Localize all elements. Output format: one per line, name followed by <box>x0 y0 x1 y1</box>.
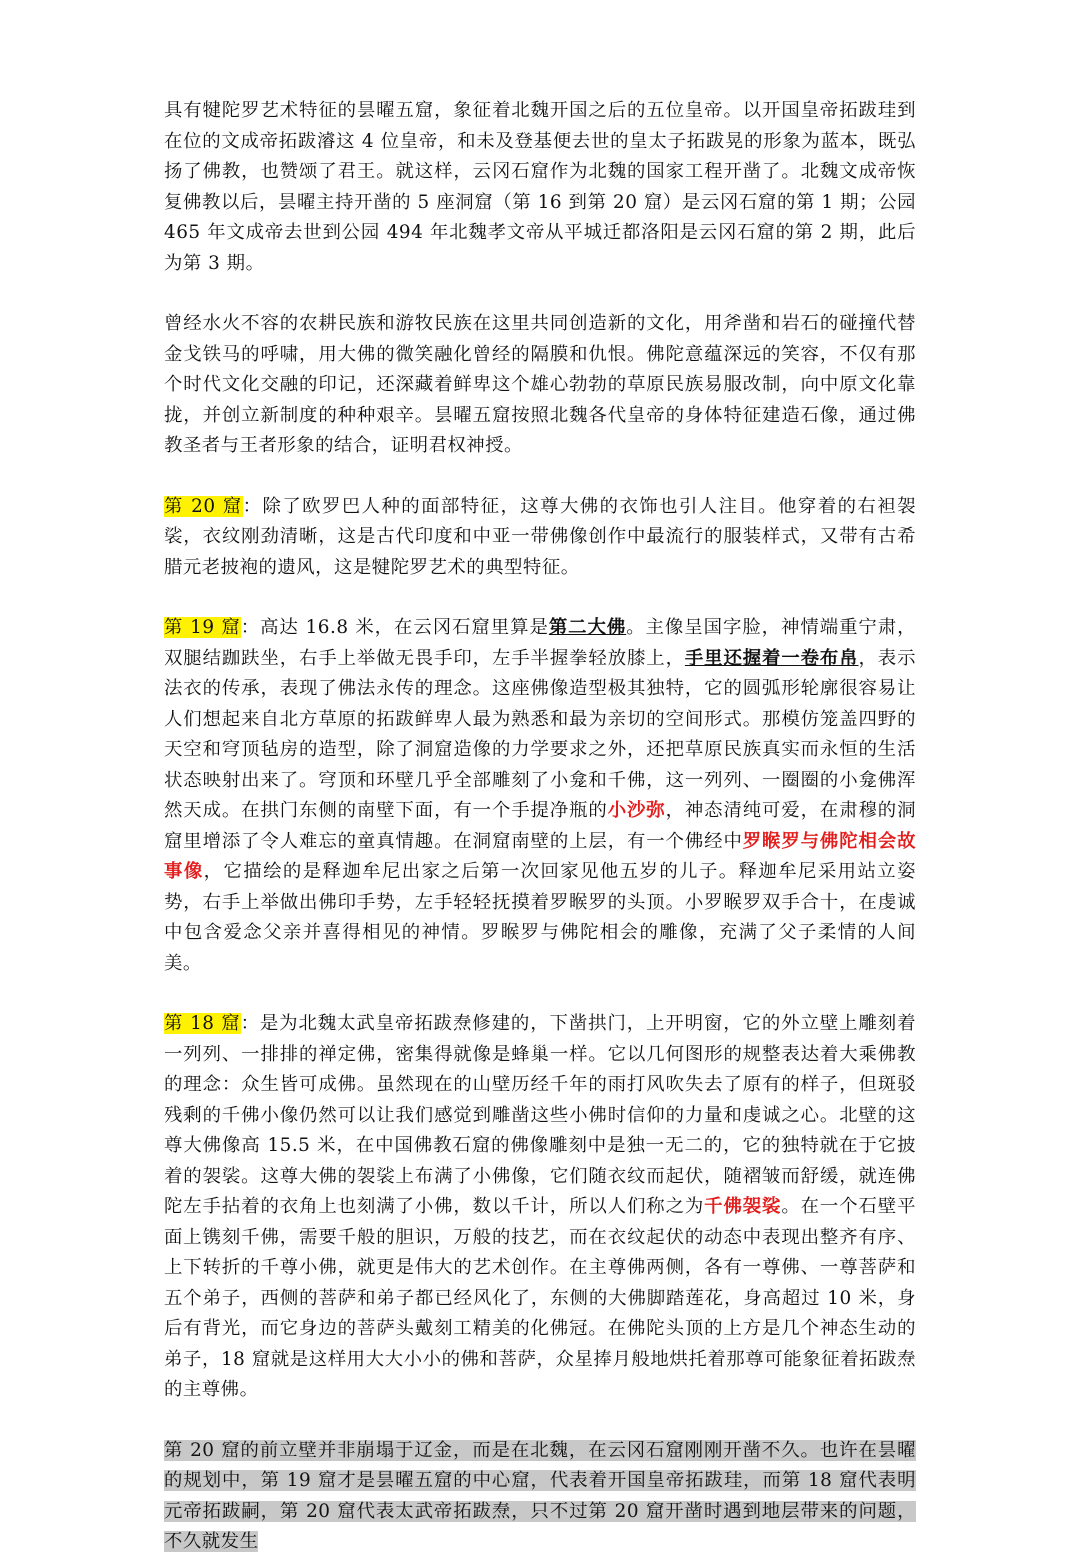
cave-19-label: 第 19 窟 <box>164 617 241 638</box>
cave-19-text-i: ，它描绘的是释迦牟尼出家之后第一次回家见他五岁的儿子。释迦牟尼采用站立姿势，右手上举做出佛印手势，左手轻轻抚摸着罗睺罗的头顶。小罗睺罗双手合十，在虔诚中包含爱念父亲并喜得相见的神情。罗睺罗与佛陀相会的雕像，充满了父子柔情的人间美。 <box>164 861 916 974</box>
paragraph-intro-text: 具有犍陀罗艺术特征的昙曜五窟，象征着北魏开国之后的五位皇帝。以开国皇帝拓跋珪到在位的文成帝拓跋濬这 4 位皇帝，和未及登基便去世的皇太子拓跋晃的形象为蓝本，既弘扬了佛教，也赞颂了君王。就这样，云冈石窟作为北魏的国家工程开凿了。北魏文成帝恢复佛教以后，昙曜主持开凿的 5 座洞窟（第 16 到第 20 窟）是云冈石窟的第 1 期；公园 465 年文成帝去世到公园 494 年北魏孝文帝从平城迁都洛阳是云冈石窟的第 2 期，此后为第 3 期。 <box>164 100 916 274</box>
cave-19-emphasis-second-buddha: 第二大佛 <box>548 617 627 638</box>
cave-20-label: 第 20 窟 <box>164 495 243 517</box>
cave-18-colon: ： <box>240 1013 260 1034</box>
cave-20-text: 除了欧罗巴人种的面部特征，这尊大佛的衣饰也引人注目。他穿着的右袒袈裟，衣纹刚劲清晰，这是古代印度和中亚一带佛像创作中最流行的服装样式，又带有古希腊元老披袍的遗风，这是犍陀罗艺术的典型特征。 <box>164 495 916 578</box>
paragraph-cave-20-front-wall <box>164 1436 916 1558</box>
cave-19-text-a: 高达 16.8 米，在云冈石窟里算是 <box>260 617 549 638</box>
cave-18-emphasis-thousand-buddha-kasaya: 千佛袈裟 <box>704 1196 782 1217</box>
paragraph-culture-text: 曾经水火不容的农耕民族和游牧民族在这里共同创造新的文化，用斧凿和岩石的碰撞代替金戈铁马的呼啸，用大佛的微笑融化曾经的隔膜和仇恨。佛陀意蕴深远的笑容，不仅有那个时代文化交融的印记，还深藏着鲜卑这个雄心勃勃的草原民族易服改制，向中原文化靠拢，并创立新制度的种种艰辛。昙曜五窟按照北魏各代皇帝的身体特征建造石像，通过佛教圣者与王者形象的结合，证明君权神授。 <box>164 313 916 456</box>
cave-18-text-c: 。在一个石壁平面上镌刻千佛，需要千般的胆识，万般的技艺，而在衣纹起伏的动态中表现出整齐有序、上下转折的千尊小佛，就更是伟大的艺术创作。在主尊佛两侧，各有一尊佛、一尊菩萨和五个弟子，西侧的菩萨和弟子都已经风化了，东侧的大佛脚踏莲花，身高超过 10 米，身后有背光，而它身边的菩萨头戴刻工精美的化佛冠。在佛陀头顶的上方是几个神态生动的弟子，18 窟就是这样用大大小小的佛和菩萨，众星捧月般地烘托着那尊可能象征着拓跋焘的主尊佛。 <box>164 1196 916 1400</box>
paragraph-culture <box>164 309 916 462</box>
cave-19-colon: ： <box>240 617 261 638</box>
cave-20-front-wall-text: 第 20 窟的前立壁并非崩塌于辽金，而是在北魏，在云冈石窟刚刚开凿不久。也许在昙曜的规划中，第 19 窟才是昙曜五窟的中心窟，代表着开国皇帝拓跋珪，而第 18 窟代表明元帝拓跋嗣，第 20 窟代表太武帝拓跋焘，只不过第 20 窟开凿时遇到地层带来的问题，不久就发生 <box>164 1439 916 1552</box>
cave-19-emphasis-rahula-story: 罗睺罗与佛陀相会故事像 <box>164 830 916 882</box>
paragraph-cave-19 <box>164 613 916 979</box>
cave-19-text-g: ，神态清纯可爱，在肃穆的洞窟里增添了令人难忘的童真情趣。在洞窟南壁的上层，有一个佛经中 <box>164 800 916 852</box>
cave-19-text-c: 。主像呈国字脸，神情端重宁肃，双腿结跏趺坐，右手上举做无畏手印，左手半握拳轻放膝上， <box>164 617 917 669</box>
paragraph-cave-20 <box>164 492 916 584</box>
paragraph-intro <box>164 96 916 279</box>
cave-18-label: 第 18 窟 <box>164 1013 241 1034</box>
cave-19-text-e: ，表示法衣的传承，表现了佛法永传的理念。这座佛像造型极其独特，它的圆弧形轮廓很容易让人们想起来自北方草原的拓跋鲜卑人最为熟悉和最为亲切的空间形式。那模仿笼盖四野的天空和穹顶毡房的造型，除了洞窟造像的力学要求之外，还把草原民族真实而永恒的生活状态映射出来了。穹顶和环壁几乎全部雕刻了小龛和千佛，这一列列、一圈圈的小龛佛浑然天成。在拱门东侧的南壁下面，有一个手提净瓶的 <box>164 647 916 821</box>
cave-20-colon: ： <box>242 495 263 517</box>
cave-19-emphasis-novice-monk: 小沙弥 <box>607 800 666 821</box>
paragraph-cave-18 <box>164 1009 916 1406</box>
cave-19-emphasis-scroll: 手里还握着一卷布帛 <box>684 647 859 669</box>
cave-18-text-a: 是为北魏太武皇帝拓跋焘修建的，下凿拱门，上开明窗，它的外立壁上雕刻着一列列、一排排的禅定佛，密集得就像是蜂巢一样。它以几何图形的规整表达着大乘佛教的理念：众生皆可成佛。虽然现在的山壁历经千年的雨打风吹失去了原有的样子，但斑驳残剩的千佛小像仍然可以让我们感觉到雕凿这些小佛时信仰的力量和虔诚之心。北壁的这尊大佛像高 15.5 米，在中国佛教石窟的佛像雕刻中是独一无二的，它的独特就在于它披着的袈裟。这尊大佛的袈裟上布满了小佛像，它们随衣纹而起伏，随褶皱而舒缓，就连佛陀左手拈着的衣角上也刻满了小佛，数以千计，所以人们称之为 <box>164 1013 916 1217</box>
